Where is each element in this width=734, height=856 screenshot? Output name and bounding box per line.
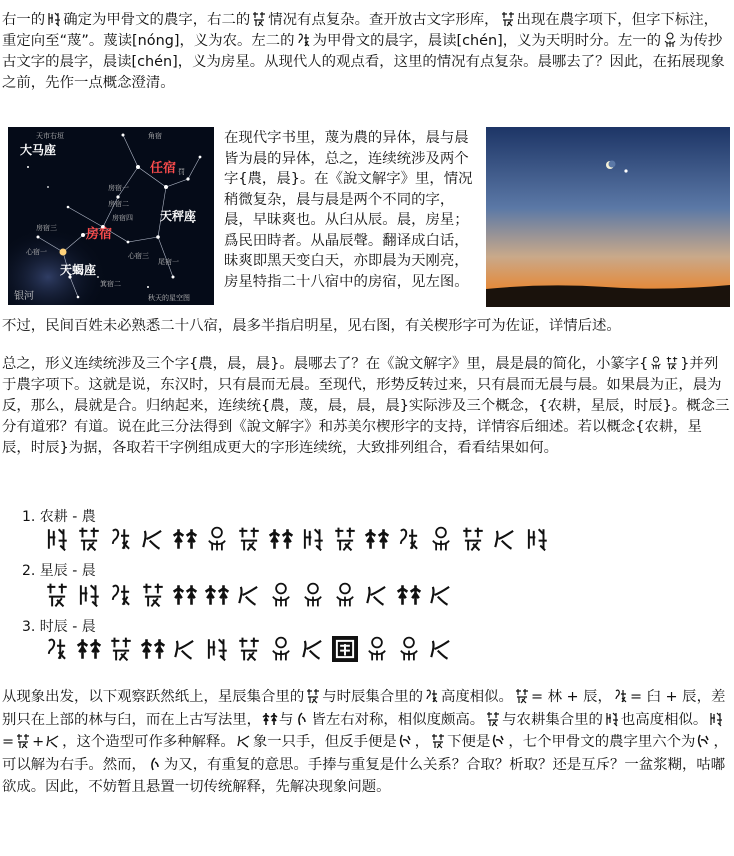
text-run: ，七个甲骨文的農字里六个为 [508,734,696,750]
oracle-nong-glyph [305,688,321,704]
glyph-variant [76,582,102,608]
star-label: 房宿四 [112,214,133,222]
text-run: 右一的 [2,12,46,28]
glyph-variant [140,526,166,552]
glyph-variant-boxed [332,636,358,662]
oracle-chen-glyph [424,688,440,704]
oracle-hand-glyph [236,733,252,749]
glyph-variant [268,526,294,552]
glyph-variant [76,526,102,552]
glyph-variant [236,582,262,608]
glyph-variant [492,526,518,552]
glyph-variant [300,636,326,662]
oracle-nong-glyph [500,11,516,27]
glyph-variant [396,636,422,662]
glyph-variant [204,582,230,608]
glyph-variant [428,582,454,608]
oracle-nong-glyph [485,711,501,727]
seal-chen-glyph [649,355,679,371]
star-label: 房宿二 [108,200,129,208]
star-label: 心宿一 [26,248,47,256]
glyph-row-stars [44,582,454,608]
text-run: 与 [279,711,294,728]
oracle-you-glyph [147,756,163,772]
lodge-label: 任宿 [150,161,177,176]
paragraph-observation [2,686,730,799]
oracle-nong-glyph [15,733,31,749]
glyph-variant [108,582,134,608]
text-run: = 臼 + 辰，差别只在上部的林与臼，而在上古写法里， [2,689,726,728]
star-label: 天市右垣 [36,132,64,140]
text-run: 为又，有重复的意思。手捧与重复是什么关系？合取？析取？还是互斥？一盆浆糊，咕嘟欲成。因此，不妨暂且悬置一切传统解释，先解决现象问题。 [2,756,726,795]
oracle-nong-glyph [251,11,267,27]
glyph-variant [204,636,230,662]
text-run: + [32,734,45,750]
glyph-variant [140,582,166,608]
oracle-jiu-glyph [294,711,310,727]
glyph-variant [460,526,486,552]
glyph-variant [44,526,70,552]
paragraph-after-images: 不过，民间百姓未必熟悉二十八宿，晨多半指启明星，见右图，有关楔形字可为佐证，详情后述。 [2,318,621,334]
oracle-hand-glyph [45,733,61,749]
glyph-variant [236,636,262,662]
oracle-you-glyph [398,733,414,749]
star-label: 房宿一 [108,184,129,192]
glyph-variant [172,582,198,608]
caption-label: 秋天的星空图 [148,294,190,302]
text-run: = [2,734,15,750]
oracle-chen-glyph [296,32,312,48]
oracle-nong-glyph [604,711,620,727]
text-run: 也高度相似。 [620,711,708,728]
text-run: 象一只手，但反手便是 [252,734,397,750]
glyph-variant [172,636,198,662]
star-label: 角宿 [148,132,162,140]
oracle-lin-glyph [262,711,278,727]
glyph-variant [428,636,454,662]
text-run: ，这个造型可作多种解释。 [62,734,235,750]
text-run: ， [414,734,430,750]
glyph-variant [44,636,70,662]
text-run: 皆左右对称，相似度颇高。 [311,711,485,728]
glyph-variant [332,526,358,552]
text-run: 情况有点复杂。查开放古文字形库， [268,12,499,28]
glyph-variant [364,582,390,608]
paragraph-summary [2,354,730,459]
glyph-row-farming [44,526,550,552]
glyph-variant [396,526,422,552]
glyph-variant [236,526,262,552]
text-run: 出现在農字项下，但字下标注，重定向至“蔑”。蔑读[nóng]，义为农。左二的 [2,12,719,49]
glyph-row-time [44,636,454,662]
text-run: 下便是 [447,734,491,750]
text-run: 与时辰集合里的 [322,689,423,705]
middle-text-block: 在现代字书里，蔑为農的异体，晨与晨皆为晨的异体，总之，连续统涉及两个字{農，晨}。在《說文解字》里，情况稍微复杂，晨与晨是两个不同的字，晨，早昧爽也。从臼从辰。晨，房星；爲民田時者。从晶辰聲。翻译成白话，昧爽即黑天变白天，亦即晨为天刚亮，房星特指二十八宿中的房宿，见左图。 [224,130,473,290]
oracle-nong-glyph [430,733,446,749]
paragraph-intro [2,10,730,94]
constellation-label: 大马座 [20,143,57,157]
lodge-label: 房宿 [86,227,113,242]
oracle-nong-glyph [708,711,724,727]
oracle-you-glyph [491,733,507,749]
star-label: 箕宿二 [100,280,121,288]
star-label: 尾宿一 [158,258,179,266]
text-run: 为传抄古文字的晨字，晨读[chén]，义为房星。从现代人的观点看，这里的情况有点复杂。晨哪去了？因此，在拓展现象之前，先作一点概念澄清。 [2,33,725,91]
text-run: 总之，形义连续统涉及三个字{農，晨，晨}。晨哪去了？在《說文解字》里，晨是晨的简化，小篆字{ [2,356,649,372]
text-run: ，可以解为右手。然而， [2,734,728,773]
star-map-image [8,127,214,305]
constellation-label: 天蝎座 [60,263,97,277]
glyph-variant [428,526,454,552]
glyph-variant [140,636,166,662]
text-run: 为甲骨文的晨字，晨读[chén]，义为天明时分。左一的 [312,33,662,49]
glyph-variant [108,636,134,662]
glyph-variant [300,582,326,608]
list-label-stars: 2. 星辰 - 晨 [22,563,96,579]
glyph-variant [76,636,102,662]
text-run: 高度相似。 [440,689,513,705]
list-label-farming: 1. 农耕 - 農 [22,509,96,525]
venus-dusk-photo [486,127,730,307]
glyph-variant [364,526,390,552]
text-run: 与农耕集合里的 [502,711,603,728]
glyph-variant [332,582,358,608]
constellation-label: 天秤座 [160,209,197,223]
star-label: 心宿三 [128,252,149,260]
star-label: 房宿三 [36,224,57,232]
star-label: 罚 [178,168,185,176]
text-run: 从现象出发，以下观察跃然纸上，星辰集合里的 [2,689,305,705]
glyph-variant [396,582,422,608]
oracle-chen-glyph [613,688,629,704]
list-label-time: 3. 时辰 - 晨 [22,619,96,635]
oracle-chen-glyph [662,32,678,48]
glyph-variant [204,526,230,552]
oracle-nong-glyph [514,688,530,704]
text-run: = 林 + 辰， [530,689,612,705]
glyph-variant [172,526,198,552]
glyph-variant [44,582,70,608]
glyph-variant [364,636,390,662]
text-run: 确定为甲骨文的農字，右二的 [63,12,251,28]
milky-way-label: 银河 [14,291,34,302]
glyph-variant [300,526,326,552]
oracle-you-glyph [696,733,712,749]
glyph-variant [524,526,550,552]
glyph-variant [268,582,294,608]
oracle-nong-glyph [46,11,62,27]
glyph-variant [108,526,134,552]
glyph-variant [268,636,294,662]
text-run: }并列于農字项下。这就是说，东汉时，只有晨而无晨。至现代，形势反转过来，只有晨而无晨与晨。如果晨为正，晨为反，那么，晨就是合。归纳起来，连续统{農，蔑，晨，晨，晨}实际涉及三个概念，{农耕，星辰，时辰}。概念三分有道邪？有道。说在此三分法得到《說文解字》和苏美尔楔形字的支持，详情容后细述。若以概念{农耕，星辰，时辰}为据，各取若干字例组成更大的字形连续统，大致排列组合，看看结果如何。 [2,356,730,456]
